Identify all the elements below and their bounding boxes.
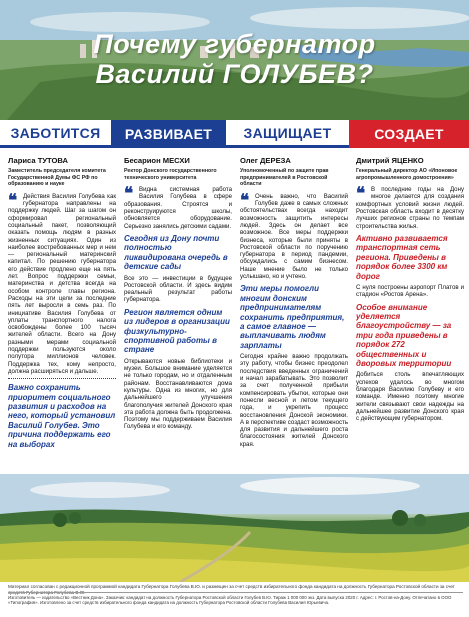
landscape-photo — [0, 474, 469, 582]
column-dereza — [240, 156, 348, 472]
article-text — [240, 353, 348, 448]
column-tutova — [8, 156, 116, 472]
highlight-quote: Сегодня из Дону почти полностью ликвидирована очередь в детские сады — [124, 233, 228, 272]
author-name: Олег ДЕРЕЗА — [240, 156, 291, 165]
tab-creates: СОЗДАЕТ — [349, 120, 469, 148]
article-text — [240, 190, 348, 281]
quote-icon: ❝ — [8, 190, 18, 210]
article-text — [356, 284, 464, 299]
paragraph: Действия Василия Голубева как губернатора направлены на поддержку людей. Шаг за шагом он сформировал региональный социальный пакет, позволяющий оказать помощь людям в разных жизненных ситуациях. Один из наиболее востребованных мер и нем — региональный материнский капитал. По решению губернатора его действие продлено еще на пять лет. Вопрос поддержки семьи, материнства и детства всегда на особом контроле главы региона. Расходы на эти цели за последние пять лет выросли в семь раз. По инициативе Василия Голубева от уплаты транспортного налога освобождены более 100 тысяч жителей области. Всего на Дону разными мерами социальной поддержки пользуются около полутора миллионов человек. Поддержка тех, кому непросто, должна расширяться и дальше. — [8, 192, 116, 375]
author-name: Дмитрий ЯЦЕНКО — [356, 156, 424, 165]
article-text — [356, 371, 464, 422]
article-text — [124, 186, 232, 230]
hero-title-line1: Почему губернатор — [93, 29, 376, 59]
column-yatsenko — [356, 156, 464, 472]
paragraph: Все это — инвестиции в будущее Ростовской области. И здесь видим реальный результат работы губернатора. — [124, 274, 232, 304]
highlight-quote: Эти меры помогли многим донским предпринимателям сохранить предприятия, а самое главное — выплачивать людям зарплаты — [240, 284, 345, 350]
paragraph: Открываются новые библиотеки и музеи. Большое внимание уделяется не только городам, но и отдаленным районам. Восстанавливаются дома культуры. Одна из многих, но для дальнейшего улучшения благополучия жителей Донского края эта работа должна быть продолжена. Поэтому мы поддерживаем Василия Голубева и его команду. — [124, 357, 232, 431]
highlight-quote: Регион является одним из лидеров в организации физкультурно-спортивной работы в стране — [124, 307, 230, 355]
paragraph: Видна системная работа Василия Голубева в сфере образования. Строятся и реконструируются школы, обновляется оборудование. Серьезно занялись детскими садами. — [124, 186, 232, 230]
imprint-footer: Изготовитель — издательство «Вестник Дона». Заказчик: кандидат на должность Губернатора Ростовской области Голубев В.Ю. Тираж 1 000 000 экз. Дата выпуска 2020 г. Адрес: г. Ростов-на-Дону. Отпечатано в ООО «Типография». Изготовлено за счет средств избирательного фонда кандидата на должность Губернатора Ростовской области Голубева Василия Юрьевича. — [8, 592, 463, 606]
author-role: Ректор Донского государственного технического университета — [124, 168, 217, 181]
hero-title-line2: Василий ГОЛУБЕВ? — [95, 59, 374, 89]
author-name: Бесарион МЕСХИ — [124, 156, 190, 165]
quote-icon: ❝ — [124, 184, 134, 204]
article-text — [124, 275, 232, 304]
highlight-quote: Особое внимание уделяется благоустройству — за три года приведены в порядок 272 общественных и дворовых территории — [356, 302, 452, 369]
tab-develops: РАЗВИВАЕТ — [111, 120, 226, 148]
paragraph: Очень важно, что Василий Голубев даже в самых сложных обстоятельствах всегда находит возможность защитить интересы людей. Здесь он делает все возможное. Все меры поддержки бизнеса, которые были приняты в Ростовской области по поручению губернатора в период пандемии, обсуждались с самим бизнесом. Наше мнение было не только услышано, но и учтено. — [240, 192, 348, 281]
paragraph: В последние годы на Дону многое делается для создания комфортных условий жизни людей. Ростовская область входит в десятку лучших регионов страны по темпам строительства жилья. — [356, 186, 464, 230]
article-columns — [8, 156, 463, 472]
quote-icon: ❝ — [356, 184, 366, 204]
highlight-quote: Активно развивается транспортная сеть региона. Приведены в порядок более 3300 км дорог — [356, 233, 448, 281]
topic-banner — [0, 120, 469, 148]
author-role: Уполномоченный по защите прав предпринимателей в Ростовской области — [240, 168, 329, 188]
paragraph: С нуля построены аэропорт Платов и стадион «Ростов Арена». — [356, 284, 464, 299]
paragraph: Добиться столь впечатляющих успехов удалось во многом благодаря Василию Голубеву и его команде. Именно поэтому многие жители связывают свои надежды на дальнейшее развитие Донского края с действующим губернатором. — [356, 371, 464, 423]
highlight-quote: Важно сохранить приоритет социального развития и расходов на него, который установил Василий Голубев. Это причина поддержать его на выборах — [8, 383, 116, 449]
hero-photo — [0, 0, 469, 128]
column-meskhi — [124, 156, 232, 472]
tab-cares: ЗАБОТИТСЯ — [0, 120, 111, 148]
author-name: Лариса ТУТОВА — [8, 156, 69, 165]
tab-protects: ЗАЩИЩАЕТ — [226, 120, 349, 148]
field-landscape-illustration — [0, 474, 469, 582]
author-role: Генеральный директор АО «Ипоновое агропромышленного домостроения» — [356, 168, 458, 181]
quote-icon: ❝ — [240, 190, 250, 210]
paragraph: Сегодня крайне важно продолжать эту работу, чтобы бизнес преодолел последствия введенных ограничений и начал зарабатывать. Это позволит за счет полученной прибыли компенсировать убытки, которые они понесли весной и летом текущего года, и укрепить процесс восстановления Донской экономики. А в перспективе создаст возможность для развития и дальнейшего роста благосостояния жителей Донского края. — [240, 353, 348, 448]
article-text — [124, 358, 232, 431]
author-role: Заместитель председателя комитета Государственной Думы ФС РФ по образованию и науке — [8, 168, 106, 188]
article-text — [356, 186, 464, 230]
divider — [8, 378, 116, 379]
caption: Материал согласован с редакционной программой кандидата Губернатора Голубева В.Ю. и размещен за счет средств избирательного фонда кандидата на должность Губернатора Ростовской области за счет средств Губернатора Голубева В.Ю. — [8, 584, 455, 595]
article-text — [8, 190, 116, 375]
